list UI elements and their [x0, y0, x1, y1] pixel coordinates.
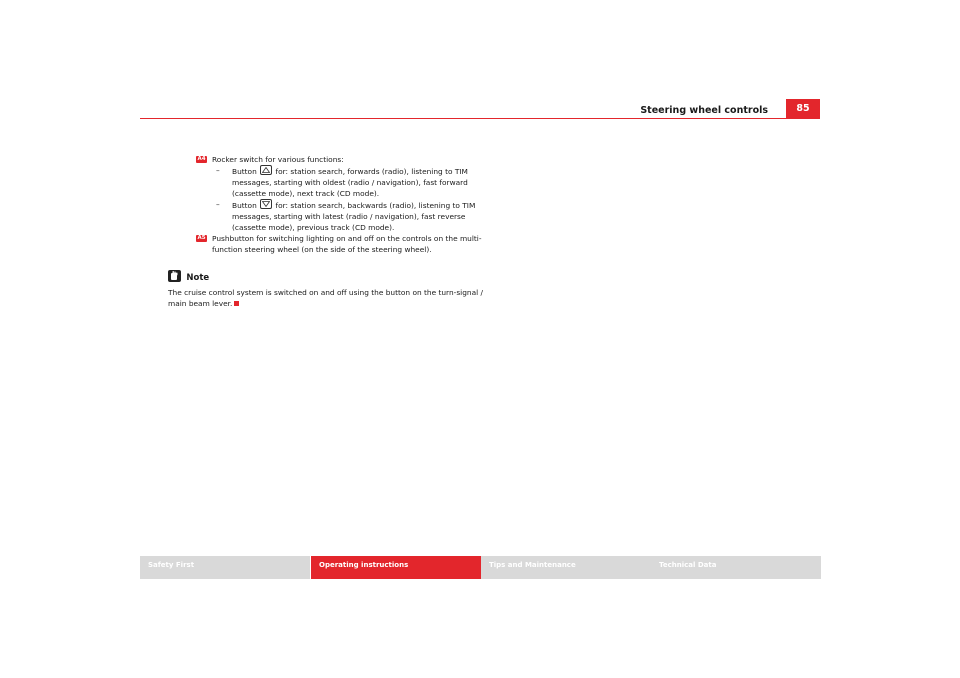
marker-a4: A4	[197, 156, 206, 162]
main-content	[196, 154, 496, 255]
item-a4-text: Rocker switch for various functions:	[212, 155, 344, 164]
header-title: Steering wheel controls	[640, 105, 768, 116]
sub-item-up	[212, 165, 496, 199]
footer-tab-operating-instructions[interactable]: Operating instructions	[311, 556, 481, 579]
sub-item-up-text: for: station search, forwards (radio), listening to TIM messages, starting with oldest (radio / navigation), fast forward (cassette mode), next track (CD mode).	[232, 167, 468, 198]
item-a5	[196, 233, 496, 255]
header-rule	[140, 118, 820, 119]
page-number: 85	[786, 99, 820, 118]
item-a4	[196, 154, 496, 233]
note-text: The cruise control system is switched on and off using the button on the turn-signal / main beam lever.	[168, 288, 484, 308]
note-box	[168, 270, 488, 309]
sub-item-down	[212, 199, 496, 233]
button-prefix: Button	[232, 201, 257, 210]
end-mark	[234, 301, 239, 306]
triangle-down-icon	[260, 199, 272, 209]
dash: –	[216, 200, 220, 209]
triangle-up-icon	[260, 165, 272, 175]
note-icon	[168, 270, 181, 282]
footer-tab-technical-data[interactable]: Technical Data	[651, 556, 821, 579]
note-title: Note	[186, 273, 210, 283]
dash: –	[216, 166, 220, 175]
button-prefix: Button	[232, 167, 257, 176]
item-a5-text: Pushbutton for switching lighting on and off on the controls on the multi-function steering wheel (on the side of the steering wheel).	[212, 234, 482, 254]
footer-tab-tips-maintenance[interactable]: Tips and Maintenance	[481, 556, 651, 579]
sub-item-down-text: for: station search, backwards (radio), listening to TIM messages, starting with latest (radio / navigation), fast reverse (cassette mode), previous track (CD mode).	[232, 201, 476, 232]
footer-tab-safety-first[interactable]: Safety First	[140, 556, 310, 579]
marker-a5: A5	[197, 235, 206, 241]
